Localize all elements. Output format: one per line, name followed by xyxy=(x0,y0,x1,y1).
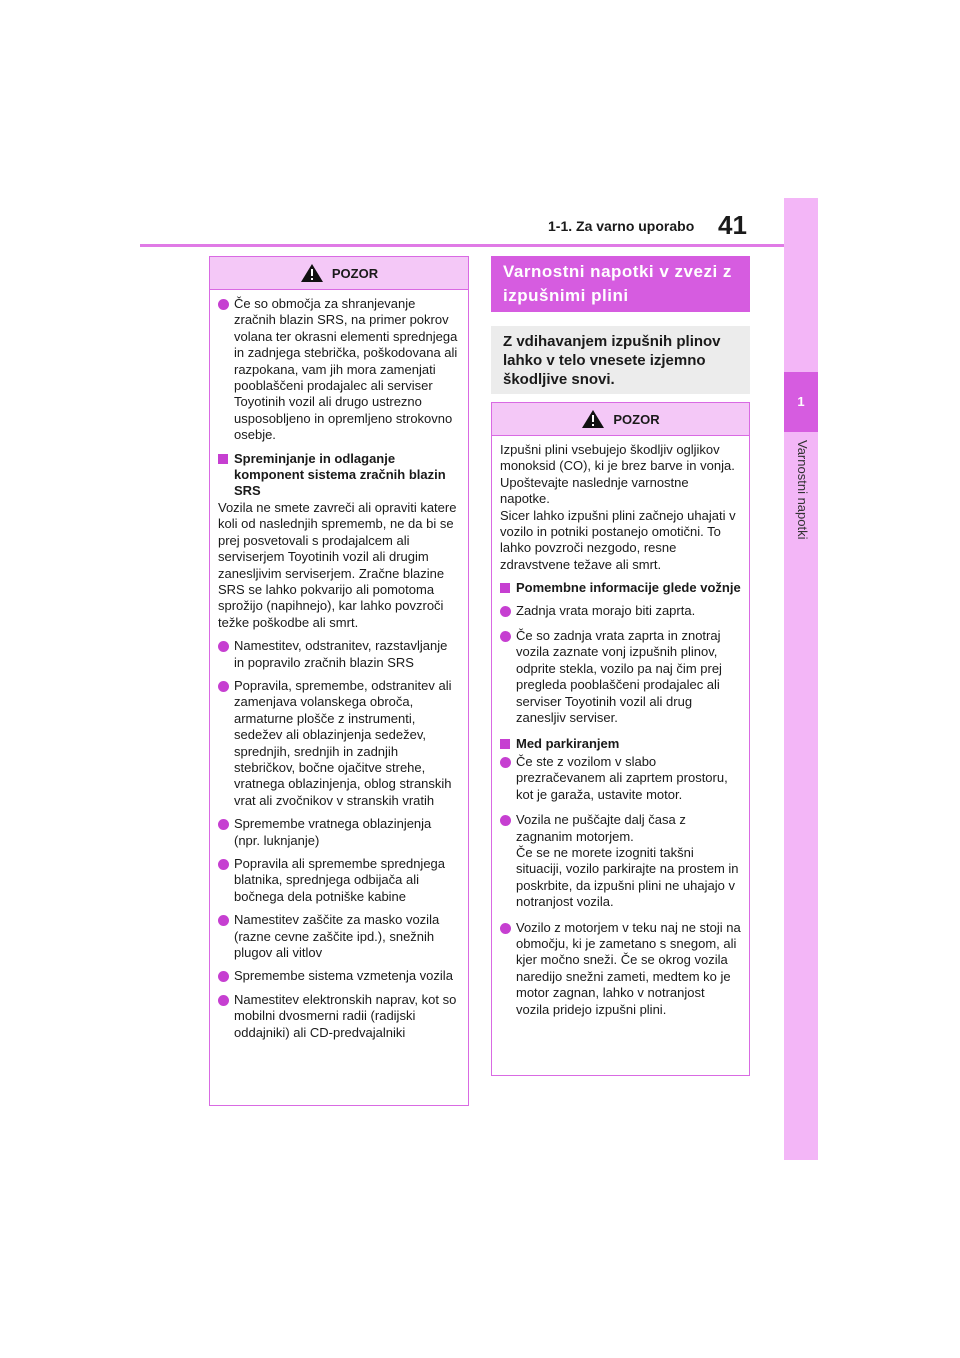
bullet-icon xyxy=(218,971,229,982)
list-item: Vozila ne puščajte dalj časa z zagnanim motorjem. Če se ne morete izogniti takšni situaciji, vozilo parkirajte na prostem in poskrbite, da izpušni plini ne uhajajo v notranjost vozila. xyxy=(500,812,741,910)
bullet-icon xyxy=(218,299,229,310)
left-warning-box xyxy=(209,256,469,1106)
square-bullet-icon xyxy=(500,583,510,593)
right-warning-box xyxy=(491,402,750,1076)
paragraph: Vozila ne smete zavreči ali opraviti katere koli od naslednjih sprememb, ne da bi se prej posvetovali s prodajalcem ali serviserjem Toyotinih vozil ali drugim zanesljivim serviserjem. Zračne blazine SRS se lahko pokvarijo ali pomotoma sprožijo (napihnejo), kar lahko povzroči težke poškodbe ali smrt. xyxy=(218,499,457,630)
list-item: Namestitev zaščite za masko vozila (razne cevne zaščite ipd.), snežnih plugov ali vitlov xyxy=(218,912,460,961)
list-item: Če so območja za shranjevanje zračnih blazin SRS, na primer pokrov volana ter okrasni elementi sprednjega in zadnjega stebrička, poškodovana ali razpokana, vam jih mora zamenjati pooblaščeni prodajalec ali serviser Toyotinih vozil ali drugo ustrezno usposobljeno in opremljeno strokovno osebje. xyxy=(218,296,460,444)
list-item: Spremembe sistema vzmetenja vozila xyxy=(218,968,460,984)
list-item: Vozilo z motorjem v teku naj ne stoji na območju, ki je zametano s snegom, ali kjer močno sneži. Če se okrog vozila naredijo snežni zameti, medtem ko je motor zagnan, lahko v notranjost vozila pridejo izpušni plini. xyxy=(500,920,741,1018)
warning-header xyxy=(492,403,749,436)
list-item: Če so zadnja vrata zaprta in znotraj vozila zaznate vonj izpušnih plinov, odprite stekla, vozilo pa naj čim prej pregleda pooblaščeni prodajalec ali serviser Toyotinih vozil ali drug zanesljiv serviser. xyxy=(500,628,741,726)
bullet-icon xyxy=(218,859,229,870)
list-item: Spremembe vratnega oblazinjenja (npr. luknjanje) xyxy=(218,816,460,849)
warning-body xyxy=(210,290,468,1056)
warning-title: POZOR xyxy=(613,411,660,427)
paragraph: Izpušni plini vsebujejo škodljiv ogljikov monoksid (CO), ki je brez barve in vonja. Upoštevajte naslednje varnostne napotke. xyxy=(500,442,735,507)
header-title: 1-1. Za varno uporabo xyxy=(548,218,695,234)
bullet-icon xyxy=(500,606,511,617)
list-item: Če ste z vozilom v slabo prezračevanem ali zaprtem prostoru, kot je garaža, ustavite motor. xyxy=(500,754,741,803)
square-bullet-icon xyxy=(500,739,510,749)
subheading: Med parkiranjem xyxy=(500,736,741,752)
section-banner: Varnostni napotki v zvezi z izpušnimi plini xyxy=(491,256,750,312)
square-bullet-icon xyxy=(218,454,228,464)
bullet-icon xyxy=(218,915,229,926)
list-item: Namestitev, odstranitev, razstavljanje in popravilo zračnih blazin SRS xyxy=(218,638,460,671)
bullet-icon xyxy=(218,819,229,830)
warning-triangle-icon xyxy=(300,263,324,283)
bullet-icon xyxy=(500,631,511,642)
bullet-icon xyxy=(500,923,511,934)
paragraph: Sicer lahko izpušni plini začnejo uhajati v vozilo in potniki postanejo omotični. To lahko povzroči nezgodo, resne zdravstvene težave ali smrt. xyxy=(500,507,736,572)
subheading: Spreminjanje in odlaganje komponent sistema zračnih blazin SRS xyxy=(218,451,460,500)
chapter-label: Varnostni napotki xyxy=(795,440,810,540)
chapter-number: 1 xyxy=(784,372,818,432)
bullet-icon xyxy=(218,641,229,652)
list-item: Popravila ali spremembe sprednjega blatnika, sprednjega odbijača ali bočnega dela potniške kabine xyxy=(218,856,460,905)
list-item: Popravila, spremembe, odstranitev ali zamenjava volanskega obroča, armaturne plošče z instrumenti, sedežev ali oblazinjenja sedežev, sprednjih, srednjih in zadnjih stebričkov, bočne ojačitve strehe, vratnega oblazinjenja, oblog stranskih vrat ali zvočnikov v stranskih vratih xyxy=(218,678,460,809)
warning-body xyxy=(492,436,749,1026)
warning-title: POZOR xyxy=(331,265,379,281)
bullet-icon xyxy=(500,815,511,826)
warning-header xyxy=(210,257,468,290)
subheading: Pomembne informacije glede vožnje xyxy=(500,580,741,596)
list-item: Namestitev elektronskih naprav, kot so mobilni dvosmerni radii (radijski oddajniki) ali CD-predvajalniki xyxy=(218,992,460,1041)
page-number: 41 xyxy=(718,210,747,240)
bullet-icon xyxy=(218,995,229,1006)
list-item: Zadnja vrata morajo biti zaprta. xyxy=(500,603,741,619)
side-tab xyxy=(784,198,818,1160)
header-rule xyxy=(140,244,784,247)
intro-box: Z vdihavanjem izpušnih plinov lahko v telo vnesete izjemno škodljive snovi. xyxy=(491,326,750,394)
bullet-icon xyxy=(500,757,511,768)
warning-triangle-icon xyxy=(581,409,605,429)
bullet-icon xyxy=(218,681,229,692)
